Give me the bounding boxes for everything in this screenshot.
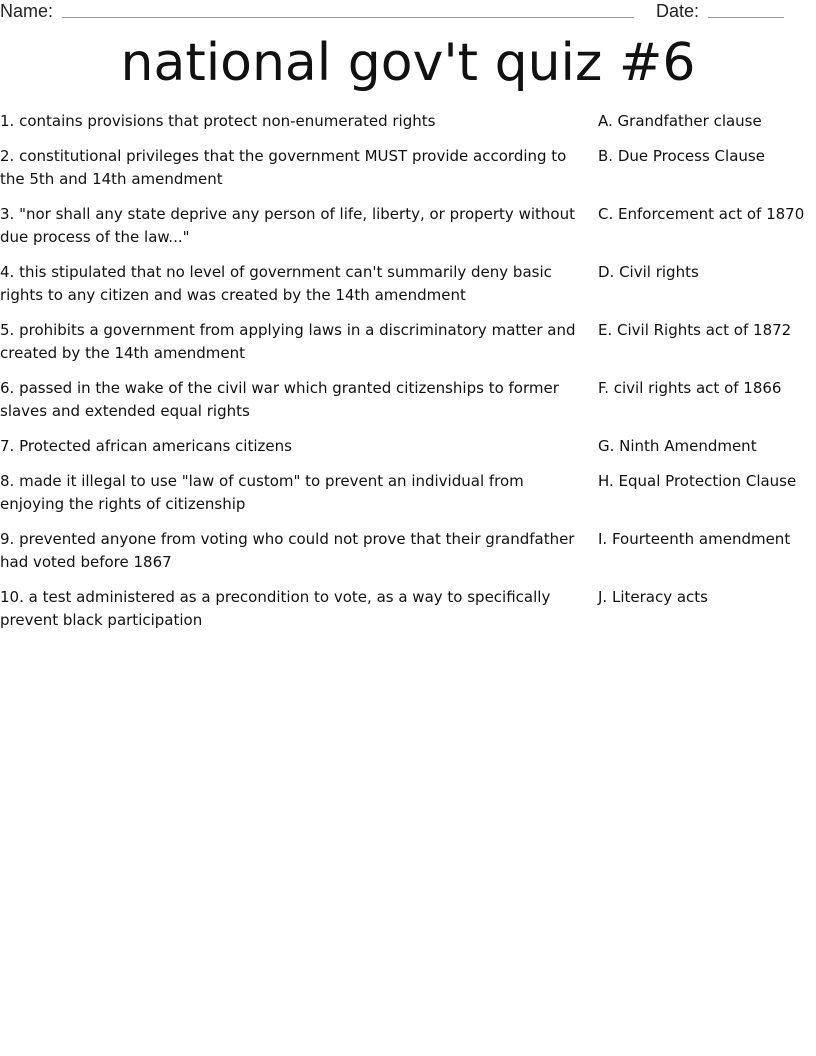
question-10: 10. a test administered as a precondition to vote, as a way to specifically prevent black participation (0, 588, 551, 629)
answer-h: H. Equal Protection Clause (598, 472, 797, 490)
answer-a: A. Grandfather clause (598, 112, 762, 130)
question-3: 3. "nor shall any state deprive any person of life, liberty, or property without due process of the law..." (0, 205, 575, 246)
question-6: 6. passed in the wake of the civil war which granted citizenships to former slaves and extended equal rights (0, 379, 559, 420)
question-9: 9. prevented anyone from voting who could not prove that their grandfather had voted before 1867 (0, 530, 575, 571)
answer-d: D. Civil rights (598, 263, 699, 281)
quiz-row (0, 377, 816, 423)
quiz-row (0, 110, 816, 133)
question-4: 4. this stipulated that no level of government can't summarily deny basic rights to any citizen and was created by the 14th amendment (0, 263, 552, 304)
quiz-row (0, 261, 816, 307)
quiz-body (0, 110, 816, 644)
answer-f: F. civil rights act of 1866 (598, 379, 782, 397)
answer-j: J. Literacy acts (598, 588, 708, 606)
question-8: 8. made it illegal to use "law of custom" to prevent an individual from enjoying the rights of citizenship (0, 472, 524, 513)
date-label: Date: (656, 1, 700, 21)
quiz-row (0, 145, 816, 191)
question-7: 7. Protected african americans citizens (0, 437, 292, 455)
quiz-row (0, 319, 816, 365)
answer-e: E. Civil Rights act of 1872 (598, 321, 792, 339)
page-title: national gov't quiz #6 (120, 33, 696, 93)
quiz-row (0, 528, 816, 574)
answer-c: C. Enforcement act of 1870 (598, 205, 805, 223)
answer-i: I. Fourteenth amendment (598, 530, 791, 548)
quiz-row (0, 203, 816, 249)
name-blank-line (62, 17, 634, 18)
question-1: 1. contains provisions that protect non-enumerated rights (0, 112, 436, 130)
name-label: Name: (0, 1, 54, 21)
answer-b: B. Due Process Clause (598, 147, 765, 165)
quiz-row (0, 470, 816, 516)
date-blank-line (708, 17, 784, 18)
header-row (0, 0, 816, 24)
answer-g: G. Ninth Amendment (598, 437, 757, 455)
question-5: 5. prohibits a government from applying laws in a discriminatory matter and created by the 14th amendment (0, 321, 576, 362)
question-2: 2. constitutional privileges that the government MUST provide according to the 5th and 14th amendment (0, 147, 567, 188)
quiz-row (0, 586, 816, 632)
quiz-row (0, 435, 816, 458)
